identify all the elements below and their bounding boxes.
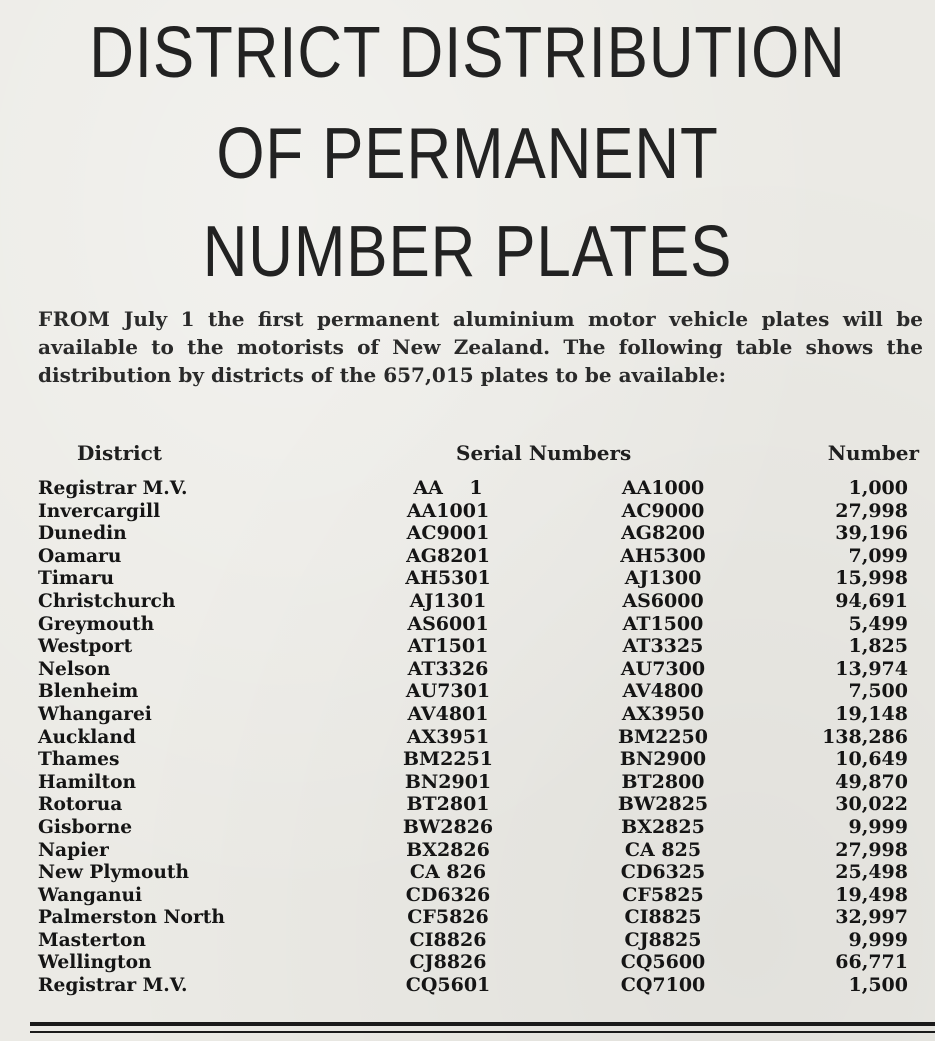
number-cell: 19,498 [835, 883, 908, 906]
serial-to-cell: CD6325 [620, 861, 706, 884]
district-cell: Christchurch [38, 589, 176, 612]
district-cell: Whangarei [38, 702, 152, 725]
serial-to-cell: AT1500 [622, 612, 704, 635]
district-cell: Palmerston North [38, 906, 225, 929]
table-row [0, 500, 935, 523]
serial-to-cell: AT3325 [622, 635, 704, 658]
table-row [0, 545, 935, 568]
table-row [0, 680, 935, 703]
serial-to-cell: CJ8825 [624, 928, 702, 951]
district-cell: Invercargill [38, 499, 161, 522]
table-row [0, 658, 935, 681]
number-cell: 94,691 [835, 589, 908, 612]
serial-from-cell: CA 826 [409, 861, 487, 884]
serial-to-cell: AA1000 [621, 477, 705, 499]
table-row [0, 635, 935, 658]
serial-to-cell: BX2825 [621, 815, 705, 838]
number-cell: 32,997 [835, 906, 908, 929]
table-row [0, 861, 935, 884]
serial-from-cell: AG8201 [406, 544, 490, 567]
serial-from-cell: BX2826 [406, 838, 490, 861]
serial-to-cell: BT2800 [621, 770, 705, 793]
serial-to-cell: AU7300 [620, 657, 706, 680]
number-cell: 19,148 [835, 702, 908, 725]
table-row [0, 974, 935, 997]
serial-to-cell: CF5825 [622, 883, 704, 906]
number-cell: 138,286 [822, 725, 908, 748]
district-cell: Napier [38, 838, 109, 861]
serial-from-cell: AJ1301 [409, 589, 487, 612]
number-cell: 39,196 [835, 522, 908, 545]
district-cell: Greymouth [38, 612, 155, 635]
intro-text: July 1 the first permanent aluminium motor vehicle plates will be available to the motorists of New Zealand. The following table shows the distribution by districts of the 657,015 plates to be available: [38, 307, 924, 387]
serial-to-cell: CQ5600 [620, 951, 706, 974]
district-cell: Dunedin [38, 522, 127, 545]
table-row [0, 613, 935, 636]
column-header-serial-numbers: Serial Numbers [456, 441, 632, 465]
table-row [0, 816, 935, 839]
serial-from-cell: BM2251 [403, 748, 493, 771]
district-cell: Thames [38, 748, 120, 771]
number-cell: 27,998 [835, 838, 908, 861]
number-cell: 15,998 [835, 567, 908, 590]
serial-from-cell: CJ8826 [409, 951, 487, 974]
table-row [0, 839, 935, 862]
serial-to-cell: BM2250 [618, 725, 708, 748]
serial-to-cell: AC9000 [621, 499, 705, 522]
serial-from-cell: AV4801 [407, 702, 489, 725]
number-cell: 5,499 [848, 612, 908, 635]
district-cell: New Plymouth [38, 861, 190, 884]
table-row [0, 951, 935, 974]
serial-to-cell: AS6000 [622, 589, 704, 612]
headline-line-1: DISTRICT DISTRIBUTION [89, 13, 846, 93]
number-cell: 30,022 [835, 793, 908, 816]
table-row [0, 477, 935, 500]
district-cell: Nelson [38, 657, 111, 680]
number-cell: 9,999 [848, 928, 908, 951]
serial-to-cell: AH5300 [620, 544, 706, 567]
serial-to-cell: CQ7100 [620, 974, 706, 997]
table-row [0, 771, 935, 794]
table-row [0, 906, 935, 929]
number-cell: 13,974 [835, 657, 908, 680]
district-cell: Masterton [38, 928, 146, 951]
serial-to-cell: AG8200 [621, 522, 705, 545]
number-cell: 25,498 [835, 861, 908, 884]
column-header-number: Number [827, 441, 919, 465]
number-cell: 1,825 [848, 635, 908, 658]
table-row [0, 590, 935, 613]
serial-from-cell: CD6326 [405, 883, 491, 906]
serial-from-cell: AH5301 [405, 567, 491, 590]
serial-from-cell: AT1501 [407, 635, 489, 658]
serial-from-cell: AA1001 [406, 499, 490, 522]
number-cell: 66,771 [835, 951, 908, 974]
column-header-district: District [77, 441, 162, 465]
number-cell: 10,649 [835, 748, 908, 771]
headline-line-3: NUMBER PLATES [202, 212, 733, 292]
serial-from-cell: CF5826 [407, 906, 489, 929]
serial-from-cell: AC9001 [406, 522, 490, 545]
bottom-thin-rule [30, 1031, 935, 1033]
table-row [0, 793, 935, 816]
table-row [0, 726, 935, 749]
number-cell: 7,099 [848, 544, 908, 567]
district-cell: Oamaru [38, 544, 122, 567]
district-cell: Blenheim [38, 680, 139, 703]
district-cell: Wellington [38, 951, 152, 974]
number-cell: 27,998 [835, 499, 908, 522]
intro-lead-word: FROM [38, 307, 111, 331]
number-cell: 1,500 [848, 974, 908, 997]
headline-line-2: OF PERMANENT [216, 114, 719, 194]
table-row [0, 567, 935, 590]
intro-paragraph [38, 305, 923, 389]
district-cell: Rotorua [38, 793, 123, 816]
serial-to-cell: CA 825 [624, 838, 702, 861]
table-row [0, 703, 935, 726]
serial-to-cell: AJ1300 [624, 567, 702, 590]
number-cell: 1,000 [848, 477, 908, 499]
distribution-table [0, 477, 935, 997]
serial-from-cell: AA 1 [413, 477, 483, 499]
district-cell: Wanganui [38, 883, 143, 906]
serial-to-cell: BN2900 [619, 748, 707, 771]
district-cell: Timaru [38, 567, 115, 590]
serial-to-cell: AV4800 [622, 680, 704, 703]
number-cell: 9,999 [848, 815, 908, 838]
serial-from-cell: CI8826 [409, 928, 487, 951]
district-cell: Registrar M.V. [38, 974, 188, 997]
serial-from-cell: AS6001 [407, 612, 489, 635]
table-row [0, 522, 935, 545]
serial-from-cell: CQ5601 [405, 974, 491, 997]
number-cell: 49,870 [835, 770, 908, 793]
serial-from-cell: AU7301 [405, 680, 491, 703]
number-cell: 7,500 [848, 680, 908, 703]
serial-from-cell: BT2801 [406, 793, 490, 816]
table-row [0, 929, 935, 952]
district-cell: Auckland [38, 725, 136, 748]
district-cell: Westport [38, 635, 133, 658]
table-row [0, 884, 935, 907]
serial-from-cell: BN2901 [404, 770, 492, 793]
bottom-thick-rule [30, 1022, 935, 1026]
serial-to-cell: CI8825 [624, 906, 702, 929]
district-cell: Hamilton [38, 770, 137, 793]
serial-to-cell: BW2825 [617, 793, 709, 816]
table-row [0, 748, 935, 771]
district-cell: Gisborne [38, 815, 133, 838]
serial-from-cell: AT3326 [407, 657, 489, 680]
district-cell: Registrar M.V. [38, 477, 188, 499]
serial-from-cell: BW2826 [402, 815, 494, 838]
serial-from-cell: AX3951 [406, 725, 490, 748]
serial-to-cell: AX3950 [621, 702, 705, 725]
